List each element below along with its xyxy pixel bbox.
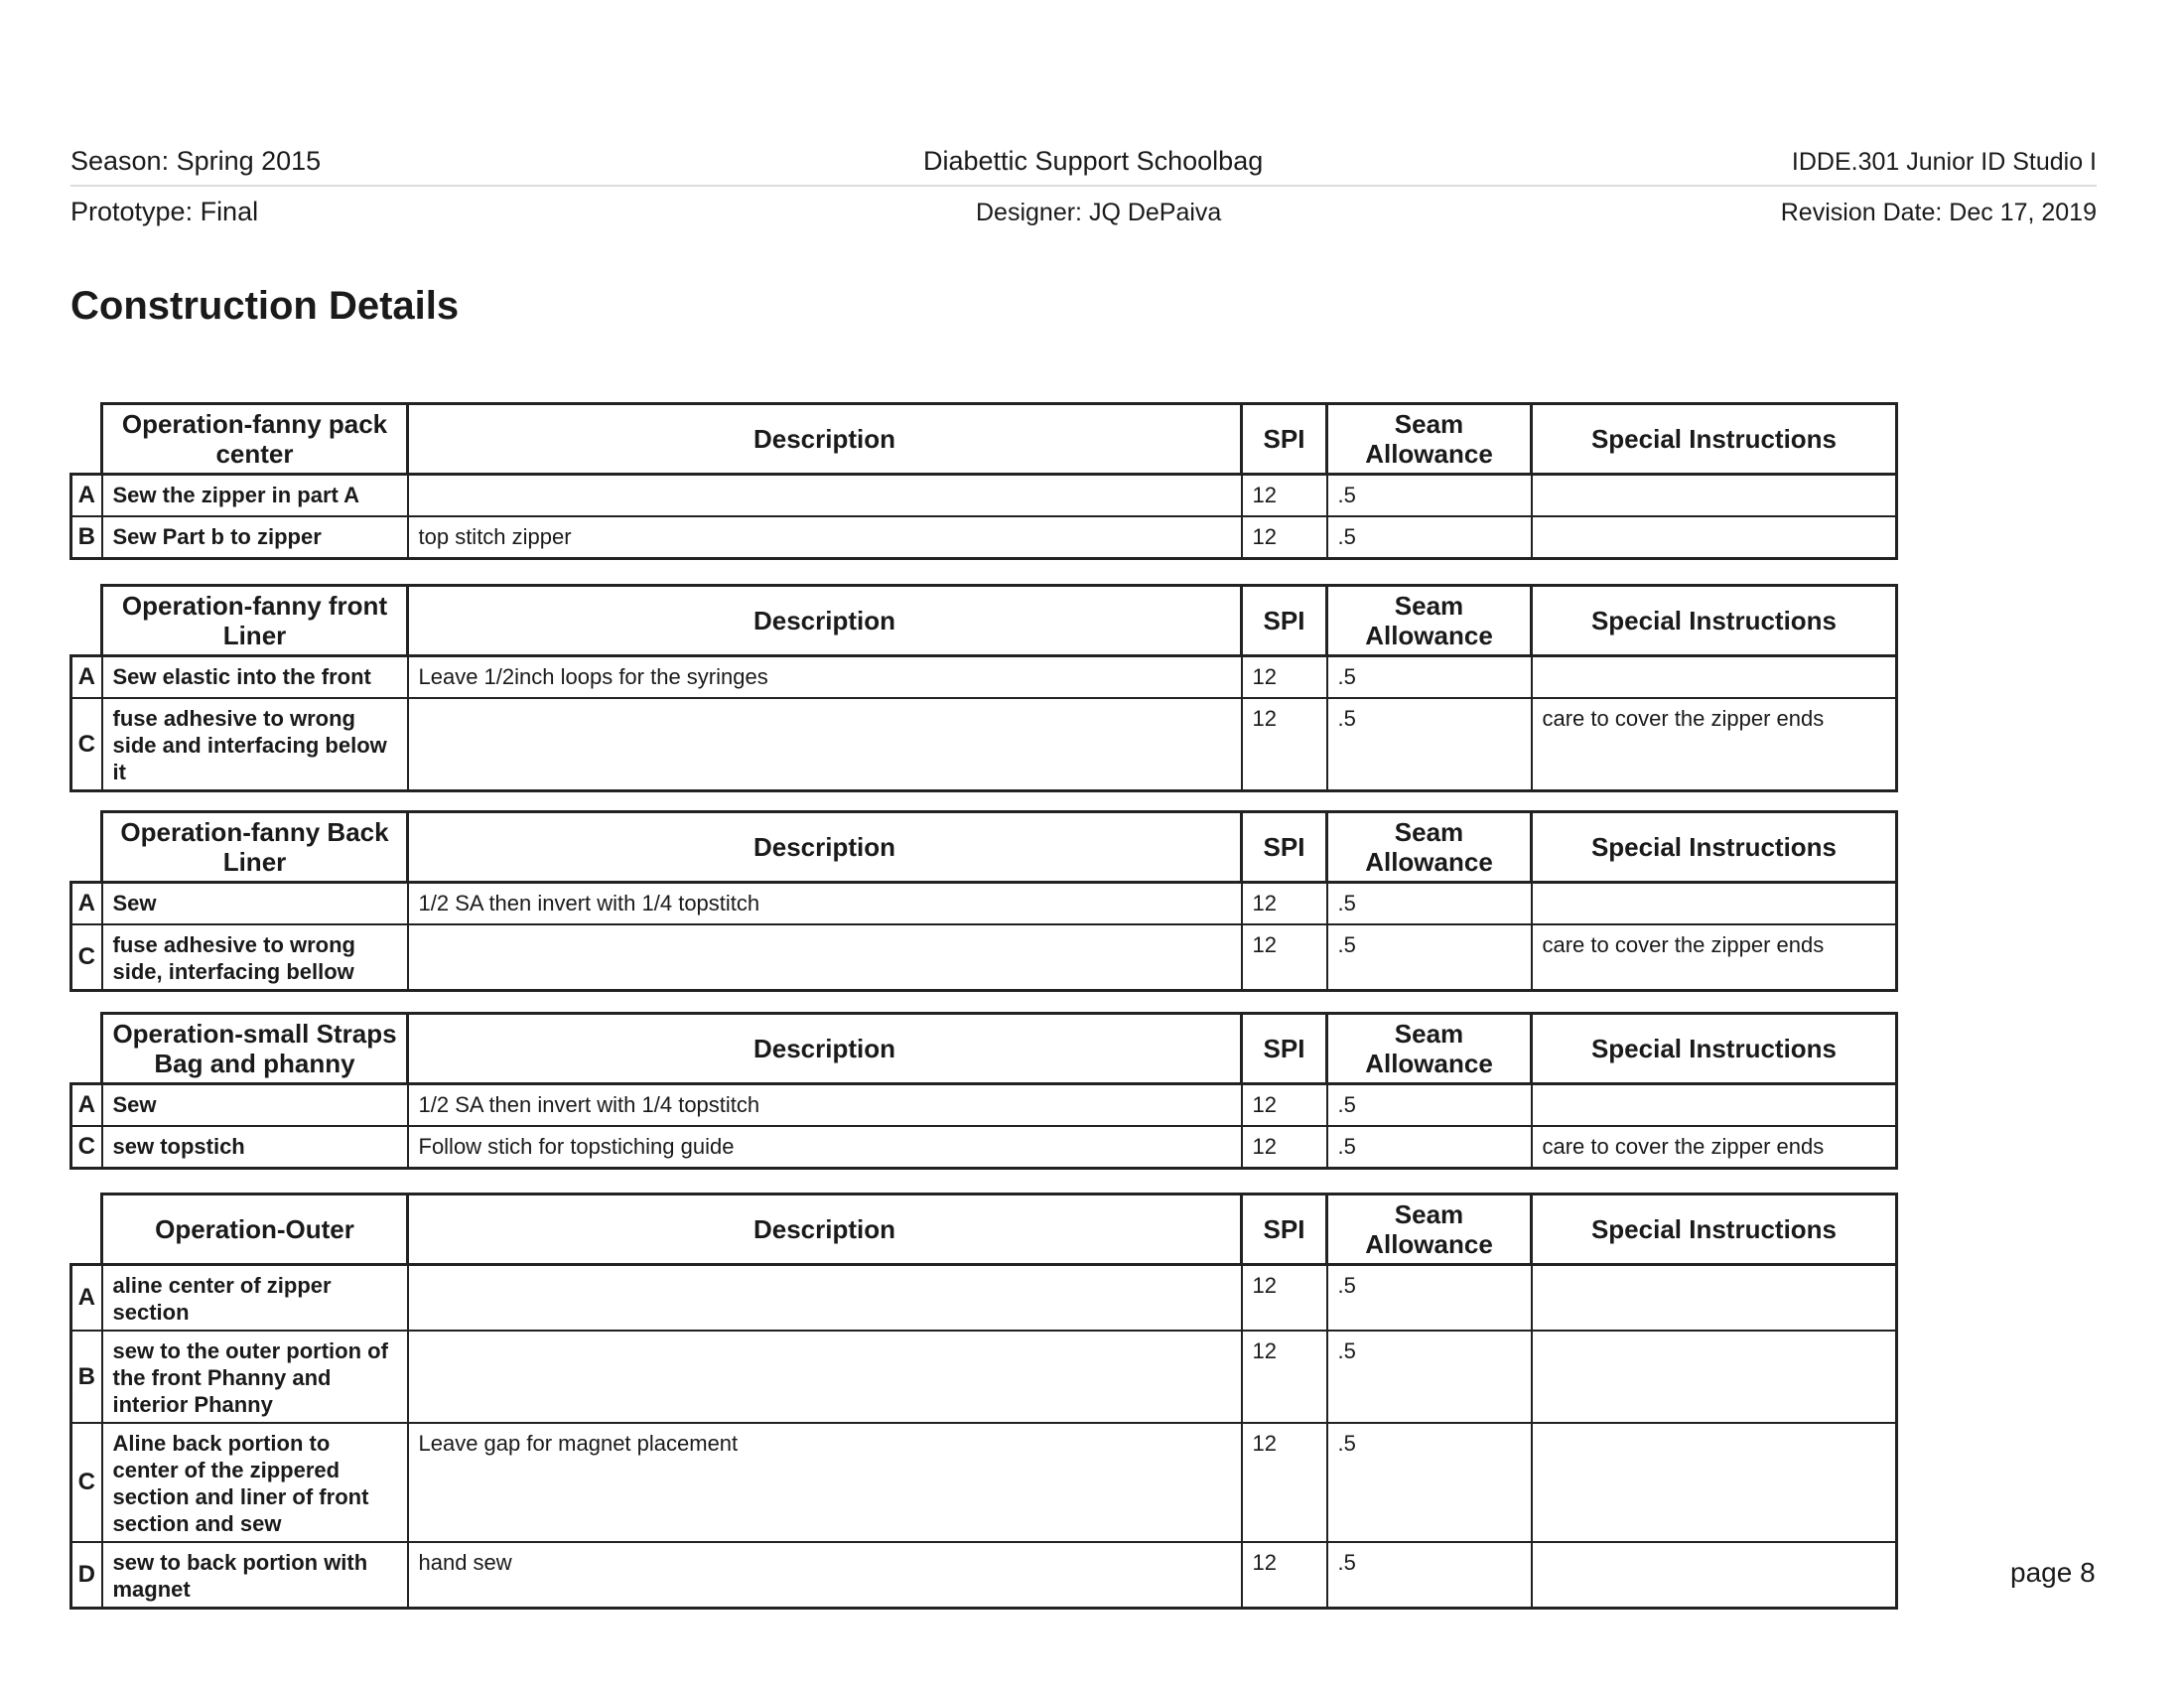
seam-cell: .5 — [1327, 1331, 1532, 1423]
description-cell — [408, 1265, 1242, 1332]
page-number: page 8 — [2010, 1557, 2096, 1588]
spi-cell: 12 — [1242, 698, 1327, 791]
seam-allowance-header: Seam Allowance — [1327, 404, 1532, 475]
description-cell: Leave 1/2inch loops for the syringes — [408, 656, 1242, 699]
operation-cell: fuse adhesive to wrong side, interfacing bellow — [102, 924, 408, 991]
operation-header: Operation-fanny Back Liner — [102, 812, 408, 883]
operation-cell: Aline back portion to center of the zippered section and liner of front section and sew — [102, 1423, 408, 1542]
spi-cell: 12 — [1242, 1542, 1327, 1609]
header-spacer — [71, 1014, 102, 1084]
operation-header: Operation-small Straps Bag and phanny — [102, 1014, 408, 1084]
special-cell: care to cover the zipper ends — [1532, 924, 1897, 991]
spi-header: SPI — [1242, 404, 1327, 475]
seam-cell: .5 — [1327, 516, 1532, 559]
special-cell — [1532, 1542, 1897, 1609]
seam-cell: .5 — [1327, 1542, 1532, 1609]
description-cell — [408, 1331, 1242, 1423]
course-label: IDDE.301 Junior ID Studio I — [1791, 148, 2097, 176]
step-letter: A — [71, 475, 102, 517]
description-cell: top stitch zipper — [408, 516, 1242, 559]
header-spacer — [71, 1195, 102, 1265]
seam-cell: .5 — [1327, 1423, 1532, 1542]
operation-header: Operation-Outer — [102, 1195, 408, 1265]
operation-table — [69, 1012, 1898, 1170]
spi-cell: 12 — [1242, 1126, 1327, 1169]
table-row — [71, 1331, 1897, 1423]
special-cell — [1532, 883, 1897, 925]
operation-cell: Sew — [102, 883, 408, 925]
table-row — [71, 698, 1897, 791]
operation-cell: Sew elastic into the front — [102, 656, 408, 699]
step-letter: C — [71, 698, 102, 791]
spi-cell: 12 — [1242, 1265, 1327, 1332]
special-cell — [1532, 1084, 1897, 1127]
description-cell: Follow stich for topstiching guide — [408, 1126, 1242, 1169]
description-header: Description — [408, 404, 1242, 475]
special-instructions-header: Special Instructions — [1532, 404, 1897, 475]
step-letter: B — [71, 1331, 102, 1423]
operation-table — [69, 584, 1898, 792]
operation-cell: sew topstich — [102, 1126, 408, 1169]
seam-cell: .5 — [1327, 1126, 1532, 1169]
special-cell — [1532, 1331, 1897, 1423]
description-cell — [408, 698, 1242, 791]
seam-cell: .5 — [1327, 924, 1532, 991]
table-row — [71, 1084, 1897, 1127]
header-divider — [70, 185, 2097, 187]
season-label: Season: Spring 2015 — [70, 146, 322, 176]
special-cell — [1532, 475, 1897, 517]
step-letter: A — [71, 1265, 102, 1332]
step-letter: B — [71, 516, 102, 559]
revision-date: Revision Date: Dec 17, 2019 — [1780, 199, 2097, 226]
special-instructions-header: Special Instructions — [1532, 1014, 1897, 1084]
table-row — [71, 1265, 1897, 1332]
operation-table — [69, 810, 1898, 992]
spi-header: SPI — [1242, 1014, 1327, 1084]
description-cell: 1/2 SA then invert with 1/4 topstitch — [408, 1084, 1242, 1127]
seam-cell: .5 — [1327, 883, 1532, 925]
operation-cell: Sew — [102, 1084, 408, 1127]
header-spacer — [71, 586, 102, 656]
seam-allowance-header: Seam Allowance — [1327, 1014, 1532, 1084]
table-row — [71, 516, 1897, 559]
page-title: Construction Details — [70, 284, 460, 328]
seam-allowance-header: Seam Allowance — [1327, 1195, 1532, 1265]
seam-cell: .5 — [1327, 475, 1532, 517]
table-row — [71, 1126, 1897, 1169]
table-row — [71, 924, 1897, 991]
special-cell — [1532, 656, 1897, 699]
table-row — [71, 656, 1897, 699]
special-instructions-header: Special Instructions — [1532, 812, 1897, 883]
designer-label: Designer: JQ DePaiva — [976, 199, 1222, 226]
operation-table — [69, 1193, 1898, 1610]
header-spacer — [71, 812, 102, 883]
description-header: Description — [408, 812, 1242, 883]
description-cell — [408, 924, 1242, 991]
spi-header: SPI — [1242, 586, 1327, 656]
seam-cell: .5 — [1327, 698, 1532, 791]
spi-cell: 12 — [1242, 1084, 1327, 1127]
operation-cell: Sew the zipper in part A — [102, 475, 408, 517]
step-letter: C — [71, 1126, 102, 1169]
table-row — [71, 475, 1897, 517]
seam-cell: .5 — [1327, 656, 1532, 699]
header-spacer — [71, 404, 102, 475]
description-header: Description — [408, 1014, 1242, 1084]
seam-allowance-header: Seam Allowance — [1327, 812, 1532, 883]
table-row — [71, 1542, 1897, 1609]
special-cell — [1532, 1423, 1897, 1542]
description-cell: Leave gap for magnet placement — [408, 1423, 1242, 1542]
spi-header: SPI — [1242, 812, 1327, 883]
spi-cell: 12 — [1242, 883, 1327, 925]
project-title: Diabettic Support Schoolbag — [923, 146, 1264, 176]
spi-cell: 12 — [1242, 1423, 1327, 1542]
special-cell — [1532, 516, 1897, 559]
operation-cell: aline center of zipper section — [102, 1265, 408, 1332]
spi-cell: 12 — [1242, 656, 1327, 699]
operation-header: Operation-fanny pack center — [102, 404, 408, 475]
spi-cell: 12 — [1242, 924, 1327, 991]
description-header: Description — [408, 586, 1242, 656]
step-letter: A — [71, 1084, 102, 1127]
table-row — [71, 883, 1897, 925]
description-cell: 1/2 SA then invert with 1/4 topstitch — [408, 883, 1242, 925]
special-instructions-header: Special Instructions — [1532, 1195, 1897, 1265]
step-letter: C — [71, 924, 102, 991]
seam-cell: .5 — [1327, 1265, 1532, 1332]
spi-cell: 12 — [1242, 516, 1327, 559]
spi-cell: 12 — [1242, 1331, 1327, 1423]
prototype-label: Prototype: Final — [70, 197, 259, 226]
special-cell: care to cover the zipper ends — [1532, 1126, 1897, 1169]
special-cell — [1532, 1265, 1897, 1332]
seam-cell: .5 — [1327, 1084, 1532, 1127]
description-cell: hand sew — [408, 1542, 1242, 1609]
spi-header: SPI — [1242, 1195, 1327, 1265]
operation-cell: fuse adhesive to wrong side and interfacing below it — [102, 698, 408, 791]
operation-cell: sew to the outer portion of the front Phanny and interior Phanny — [102, 1331, 408, 1423]
description-header: Description — [408, 1195, 1242, 1265]
seam-allowance-header: Seam Allowance — [1327, 586, 1532, 656]
description-cell — [408, 475, 1242, 517]
special-cell: care to cover the zipper ends — [1532, 698, 1897, 791]
operation-header: Operation-fanny front Liner — [102, 586, 408, 656]
step-letter: C — [71, 1423, 102, 1542]
step-letter: A — [71, 656, 102, 699]
special-instructions-header: Special Instructions — [1532, 586, 1897, 656]
step-letter: D — [71, 1542, 102, 1609]
operation-cell: Sew Part b to zipper — [102, 516, 408, 559]
operation-table — [69, 402, 1898, 560]
operation-cell: sew to back portion with magnet — [102, 1542, 408, 1609]
spi-cell: 12 — [1242, 475, 1327, 517]
table-row — [71, 1423, 1897, 1542]
step-letter: A — [71, 883, 102, 925]
